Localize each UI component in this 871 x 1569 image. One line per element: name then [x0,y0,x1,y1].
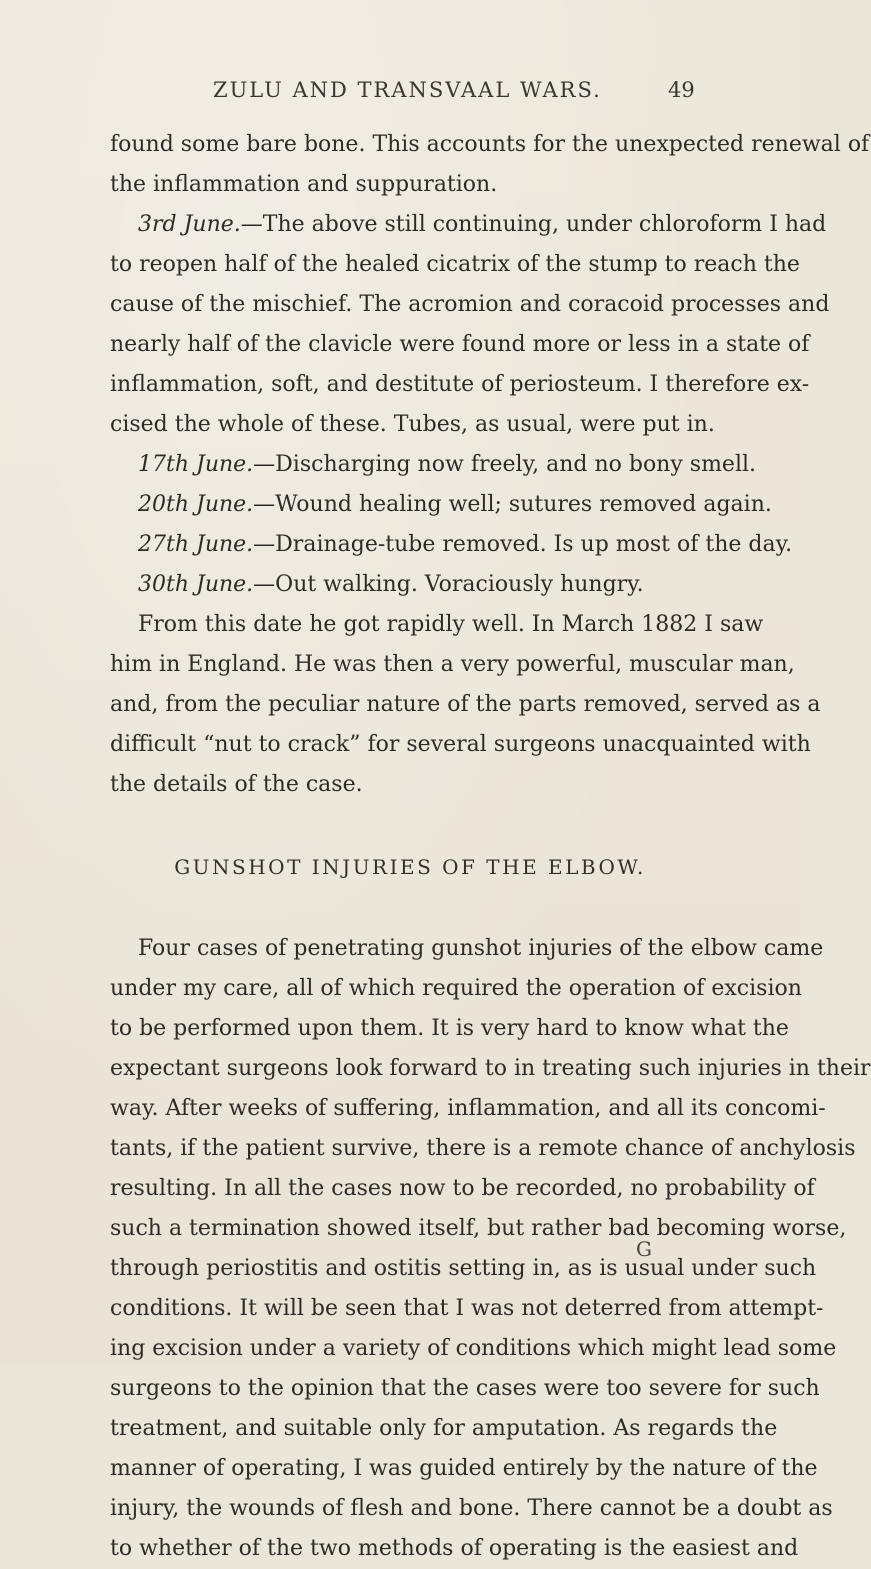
running-title: ZULU AND TRANSVAAL WARS. [213,78,602,102]
text-line: manner of operating, I was guided entirely by the nature of the [110,1456,818,1481]
text-line: conditions. It will be seen that I was not deterred from attempt- [110,1296,824,1321]
entry-text: —Discharging now freely, and no bony smell. [253,452,757,477]
text-line: to be performed upon them. It is very hard to know what the [110,1016,789,1041]
signature-mark: G [636,1237,652,1261]
text-line: inflammation, soft, and destitute of periosteum. I therefore ex- [110,372,810,397]
text-line: injury, the wounds of flesh and bone. There cannot be a doubt as [110,1496,833,1521]
text-line [110,205,827,245]
page-header [0,78,800,108]
entry-text: —Wound healing well; sutures removed again. [253,492,772,517]
text-line: ing excision under a variety of conditions which might lead some [110,1336,837,1361]
journal-entry [110,565,710,605]
text-line: treatment, and suitable only for amputation. As regards the [110,1416,778,1441]
text-line: difficult “nut to crack” for several surgeons unacquainted with [110,732,811,757]
page-number: 49 [668,78,695,102]
text-line: Four cases of penetrating gunshot injuries of the elbow came [138,936,824,961]
section-paragraph [110,929,871,1569]
text-line: nearly half of the clavicle were found more or less in a state of [110,332,810,357]
text-line: resulting. In all the cases now to be recorded, no probability of [110,1176,815,1201]
entry-text: —Out walking. Voraciously hungry. [253,572,644,597]
text-line: to reopen half of the healed cicatrix of the stump to reach the [110,252,800,277]
paragraph-continued [110,125,870,205]
journal-entry [110,525,793,565]
text-line: surgeons to the opinion that the cases were too severe for such [110,1376,820,1401]
entry-date: 30th June. [138,572,254,597]
text-line: him in England. He was then a very powerful, muscular man, [110,652,795,677]
section-gap [110,805,710,847]
section-gap [110,887,710,929]
section-heading: GUNSHOT INJURIES OF THE ELBOW. [174,855,646,879]
entry-date: 20th June. [138,492,254,517]
text-line: to whether of the two methods of operating is the easiest and [110,1536,799,1561]
text-line: and, from the peculiar nature of the parts removed, served as a [110,692,821,717]
text-line: under my care, all of which required the operation of excision [110,976,802,1001]
text-line: the inflammation and suppuration. [110,172,498,197]
journal-entry [110,205,830,445]
entry-date: 17th June. [138,452,254,477]
journal-entry [110,445,757,485]
text-line: cised the whole of these. Tubes, as usual, were put in. [110,412,715,437]
text-line: expectant surgeons look forward to in treating such injuries in their [110,1056,871,1081]
body-text [110,125,871,1569]
text-line: way. After weeks of suffering, inflammation, and all its concomi- [110,1096,826,1121]
entry-date: 27th June. [138,532,254,557]
text-line: such a termination showed itself, but rather bad becoming worse, [110,1216,847,1241]
text-line: From this date he got rapidly well. In March 1882 I saw [138,612,764,637]
paragraph [110,605,821,805]
text-line: cause of the mischief. The acromion and coracoid processes and [110,292,830,317]
text-line: the details of the case. [110,772,363,797]
text-line: through periostitis and ostitis setting in, as is usual under such [110,1256,817,1281]
text-line: tants, if the patient survive, there is a remote chance of anchylosis [110,1136,856,1161]
journal-entry [110,485,772,525]
text-line: found some bare bone. This accounts for the unexpected renewal of [110,132,870,157]
entry-text: —The above still continuing, under chloroform I had [240,212,827,237]
entry-text: —Drainage-tube removed. Is up most of the day. [253,532,793,557]
entry-date: 3rd June. [138,212,241,237]
